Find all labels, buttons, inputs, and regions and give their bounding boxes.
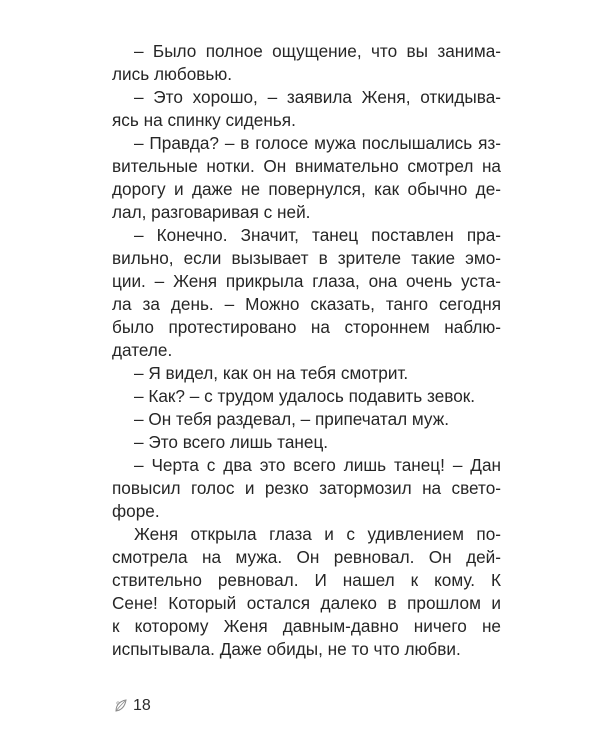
page-number (112, 695, 151, 717)
text-line: дорогу и даже не повернулся, как обычно де- (112, 179, 501, 199)
text-line: вильно, если вызывает в зрителе такие эмо- (112, 248, 501, 268)
text-line: – Это хорошо, – заявила Женя, откидыва- (134, 87, 501, 107)
text-line: – Было полное ощущение, что вы занима- (134, 41, 501, 61)
text-line: испытывала. Даже обиды, не то что любви. (112, 639, 461, 659)
leaf-ornament-icon (112, 697, 130, 715)
text-line: – Черта с два это всего лишь танец! – Дан (134, 455, 501, 475)
text-line: лись любовью. (112, 64, 233, 84)
text-line: – Правда? – в голосе мужа послышались яз- (134, 133, 501, 153)
body-text (112, 40, 501, 661)
text-line: к которому Женя давным-давно ничего не (112, 616, 501, 636)
text-line: – Он тебя раздевал, – припечатал муж. (134, 409, 449, 429)
text-line: – Как? – с трудом удалось подавить зевок. (134, 386, 476, 406)
text-line: Женя открыла глаза и с удивлением по- (134, 524, 501, 544)
text-line: – Конечно. Значит, танец поставлен пра- (134, 225, 501, 245)
text-line: было протестировано на стороннем наблю- (112, 317, 501, 337)
text-line: лал, разговаривая с ней. (112, 202, 311, 222)
page-number-text: 18 (133, 697, 151, 714)
text-line: – Это всего лишь танец. (134, 432, 329, 452)
text-line: Сене! Который остался далеко в прошлом и (112, 593, 501, 613)
text-line: ла за день. – Можно сказать, танго сегодня (112, 294, 501, 314)
text-line: ции. – Женя прикрыла глаза, она очень уста- (112, 271, 501, 291)
text-line: повысил голос и резко затормозил на свето- (112, 478, 501, 498)
text-line: дателе. (112, 340, 173, 360)
text-line: вительные нотки. Он внимательно смотрел на (112, 156, 501, 176)
text-line: ствительно ревновал. И нашел к кому. К (112, 570, 501, 590)
text-line: форе. (112, 501, 160, 521)
text-line: – Я видел, как он на тебя смотрит. (134, 363, 409, 383)
text-line: смотрела на мужа. Он ревновал. Он дей- (112, 547, 501, 567)
text-line: ясь на спинку сиденья. (112, 110, 296, 130)
